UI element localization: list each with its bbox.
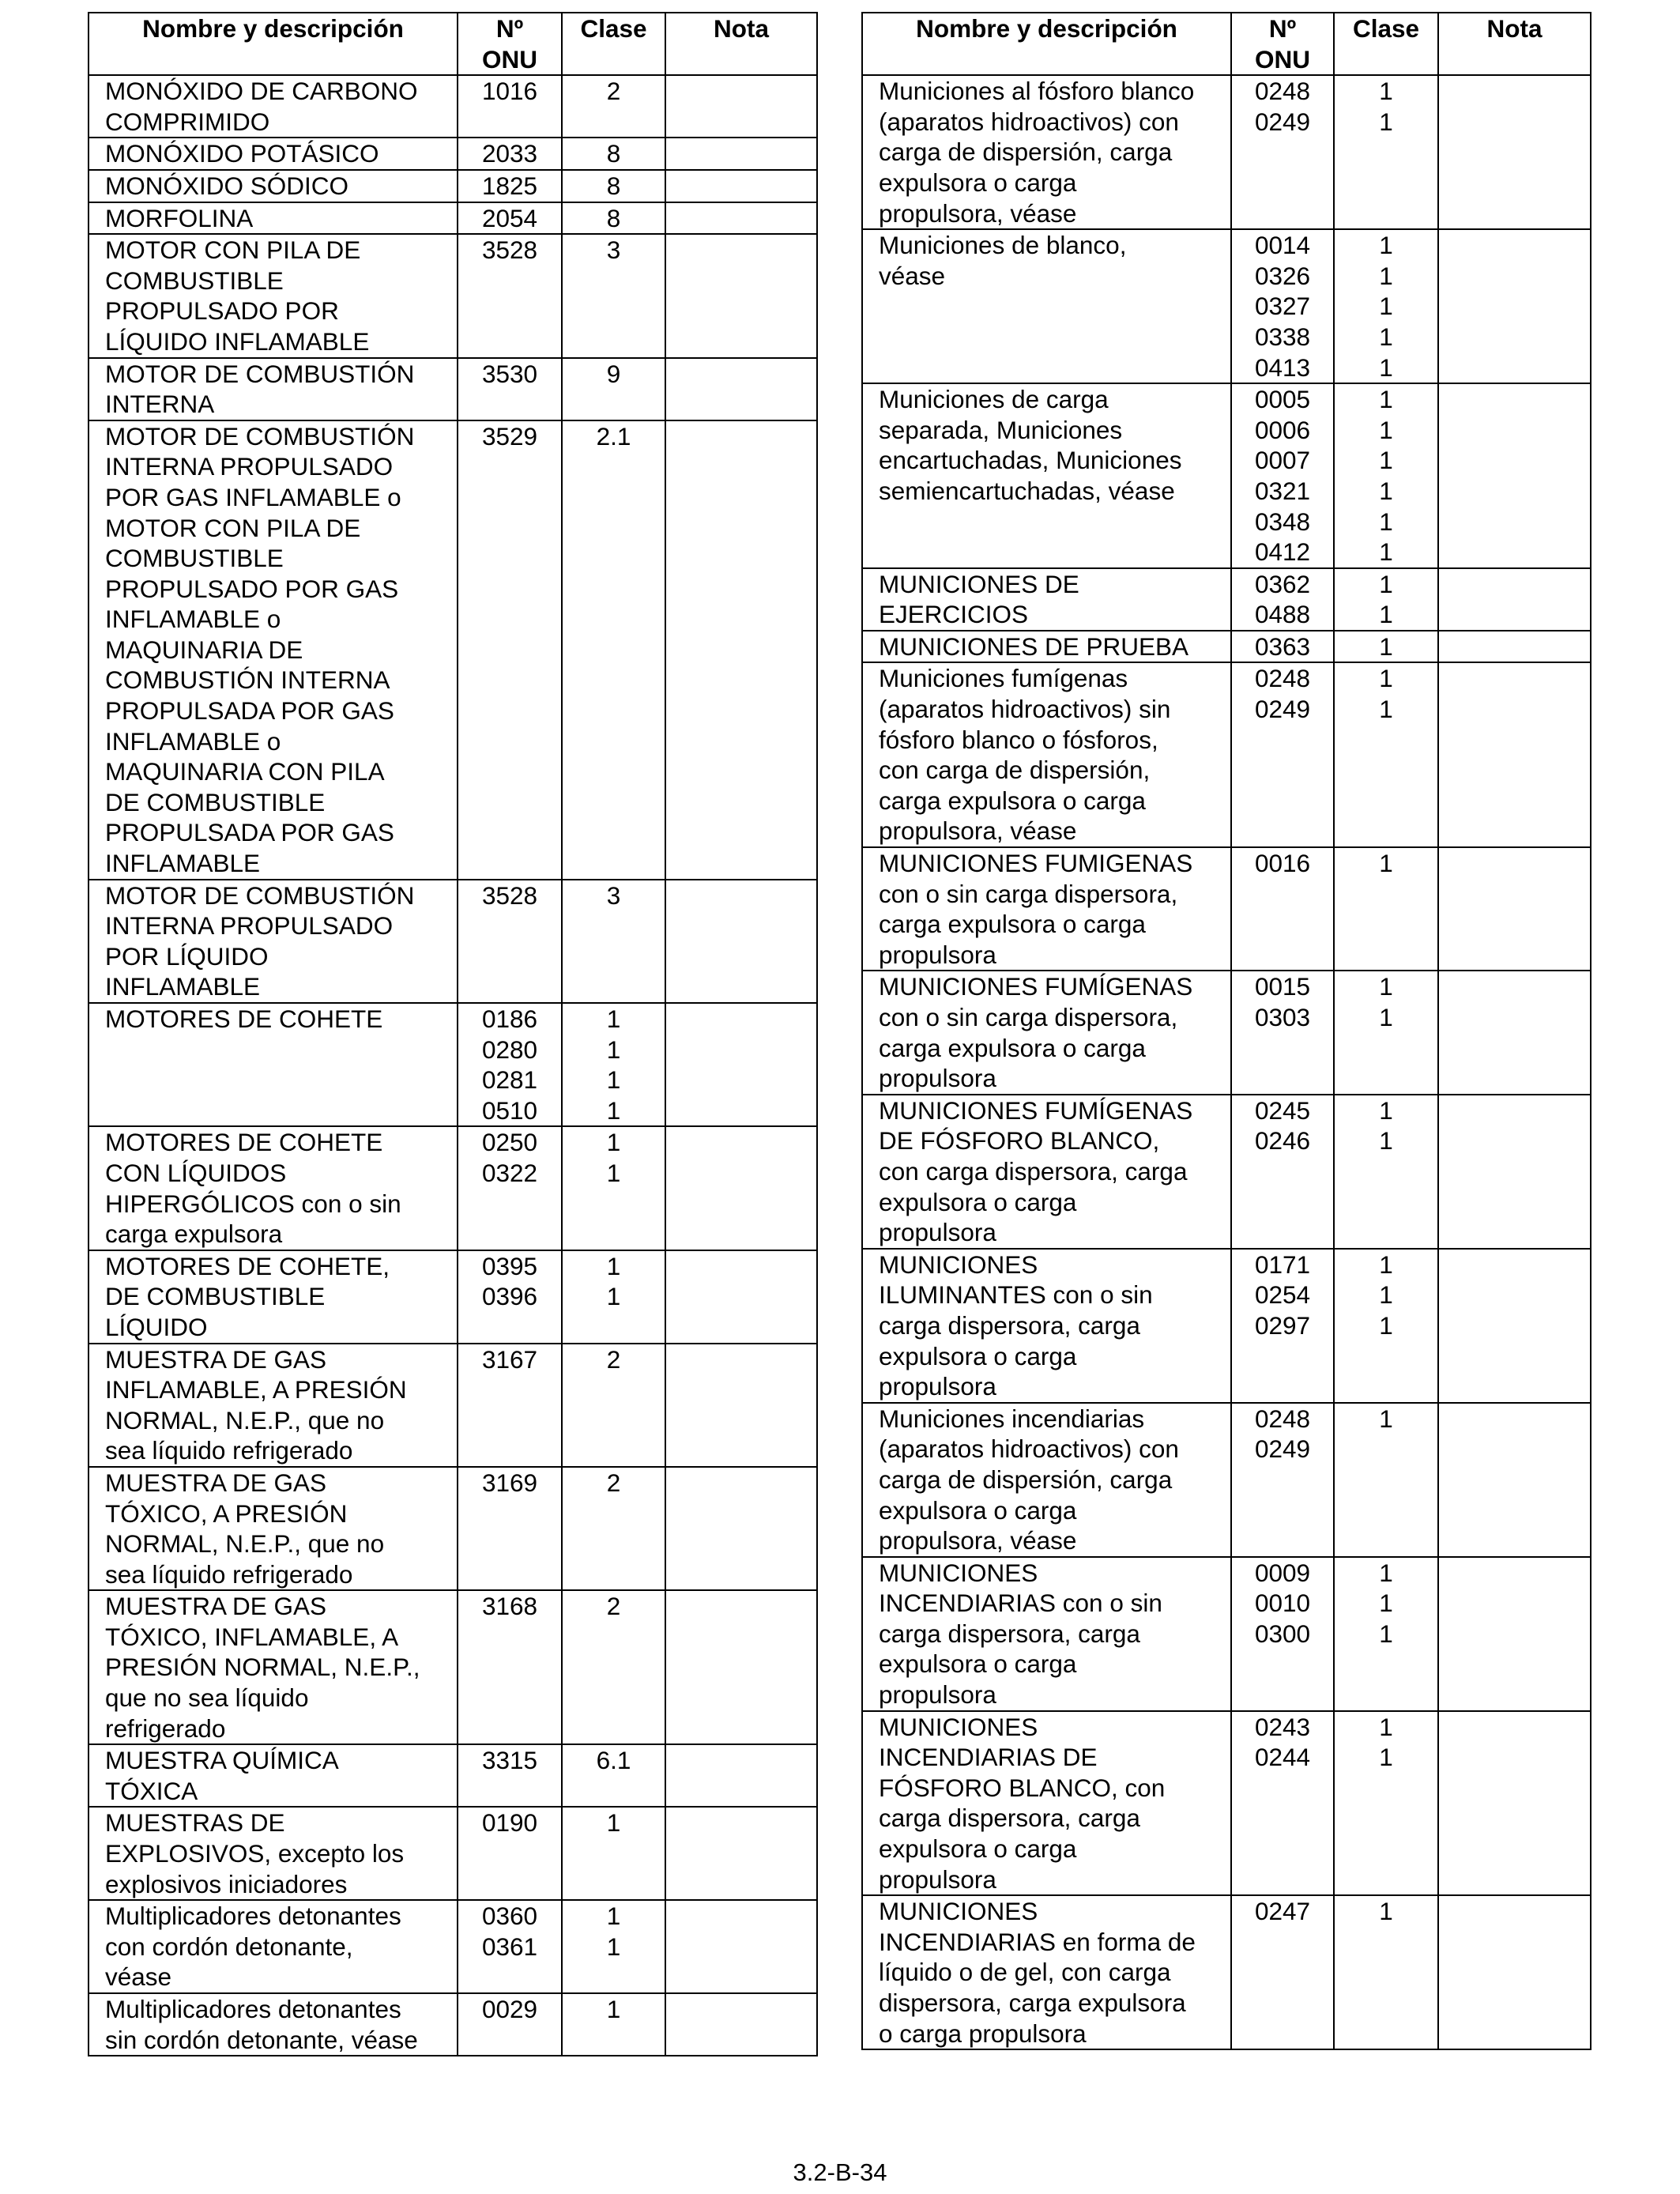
column-header-nota: Nota xyxy=(665,13,817,75)
table-row xyxy=(862,1711,1591,1896)
cell-name xyxy=(862,75,1231,229)
cell-onu-number-text: 3168 xyxy=(481,1592,538,1621)
cell-onu-number-text: 0248 0249 xyxy=(1254,664,1311,724)
cell-clase-text: 1 1 xyxy=(1379,664,1393,724)
right-dangerous-goods-table xyxy=(861,12,1591,2050)
cell-name-text: MORFOLINA xyxy=(105,203,254,232)
cell-onu-number xyxy=(458,1590,562,1744)
cell-nota xyxy=(1438,662,1591,847)
cell-name-text: MONÓXIDO SÓDICO xyxy=(105,171,349,200)
cell-onu-number xyxy=(458,1003,562,1126)
cell-name xyxy=(862,847,1231,971)
cell-clase xyxy=(562,1993,665,2056)
cell-name xyxy=(862,1403,1231,1557)
cell-clase xyxy=(562,1900,665,1993)
cell-name xyxy=(89,234,458,357)
table-row xyxy=(89,170,817,202)
cell-clase xyxy=(562,420,665,880)
table-row xyxy=(89,234,817,357)
cell-clase-text: 3 xyxy=(606,236,621,265)
table-row xyxy=(862,568,1591,631)
cell-clase xyxy=(562,880,665,1003)
cell-name-text: Municiones de blanco, véase xyxy=(879,231,1127,290)
cell-name xyxy=(89,1003,458,1126)
cell-onu-number-text: 0363 xyxy=(1254,631,1311,661)
cell-onu-number xyxy=(458,1467,562,1590)
table-header-row xyxy=(89,13,817,75)
cell-onu-number xyxy=(458,1344,562,1467)
cell-onu-number xyxy=(458,1807,562,1900)
cell-name xyxy=(89,1250,458,1344)
table-row xyxy=(862,971,1591,1094)
cell-clase-text: 1 1 xyxy=(1379,972,1393,1031)
cell-onu-number-text: 0015 0303 xyxy=(1254,972,1311,1031)
cell-name xyxy=(89,358,458,420)
cell-onu-number xyxy=(458,234,562,357)
table-row xyxy=(862,1557,1591,1711)
cell-name xyxy=(862,1249,1231,1403)
cell-nota xyxy=(1438,229,1591,383)
cell-onu-number-text: 0245 0246 xyxy=(1254,1095,1311,1155)
cell-clase-text: 1 1 xyxy=(1379,1712,1393,1772)
cell-clase-text: 2.1 xyxy=(596,421,631,450)
cell-clase xyxy=(1334,631,1438,663)
column-header-clase: Clase xyxy=(1334,13,1438,75)
cell-onu-number-text: 0186 0280 0281 0510 xyxy=(481,1005,538,1125)
table-row xyxy=(89,880,817,1003)
column-header-onu: Nº ONU xyxy=(458,13,562,75)
cell-name xyxy=(89,880,458,1003)
cell-name xyxy=(89,1467,458,1590)
table-row xyxy=(89,1993,817,2056)
cell-nota xyxy=(665,420,817,880)
cell-name xyxy=(89,75,458,138)
cell-name-text: MONÓXIDO DE CARBONO COMPRIMIDO xyxy=(105,77,418,136)
table-row xyxy=(862,1249,1591,1403)
cell-nota xyxy=(1438,631,1591,663)
cell-name xyxy=(89,1993,458,2056)
cell-nota xyxy=(1438,1249,1591,1403)
table-row xyxy=(89,1344,817,1467)
cell-clase-text: 2 xyxy=(606,77,621,106)
cell-onu-number xyxy=(458,880,562,1003)
cell-onu-number xyxy=(458,420,562,880)
column-header-onu: Nº ONU xyxy=(1231,13,1334,75)
cell-nota xyxy=(665,880,817,1003)
cell-nota xyxy=(665,1993,817,2056)
cell-onu-number-text: 2054 xyxy=(481,203,538,232)
left-dangerous-goods-table xyxy=(88,12,818,2056)
cell-nota xyxy=(665,1467,817,1590)
cell-onu-number-text: 0190 xyxy=(481,1808,538,1838)
cell-clase xyxy=(1334,971,1438,1094)
cell-clase xyxy=(1334,1557,1438,1711)
cell-name-text: MUNICIONES INCENDIARIAS en forma de líquido o de gel, con carga dispersora, carga expulsora o carga propulsora xyxy=(879,1897,1196,2048)
cell-nota xyxy=(665,138,817,170)
cell-onu-number-text: 0005 0006 0007 0321 0348 0412 xyxy=(1254,385,1311,567)
cell-clase xyxy=(1334,75,1438,229)
cell-nota xyxy=(1438,568,1591,631)
cell-clase-text: 1 1 xyxy=(606,1128,621,1187)
cell-clase-text: 8 xyxy=(606,203,621,232)
cell-clase-text: 2 xyxy=(606,1592,621,1621)
cell-clase xyxy=(1334,1249,1438,1403)
cell-name-text: MUNICIONES FUMÍGENAS con o sin carga dispersora, carga expulsora o carga propulsora xyxy=(879,972,1193,1093)
cell-name-text: MOTORES DE COHETE xyxy=(105,1005,383,1033)
cell-onu-number-text: 0016 xyxy=(1254,849,1311,878)
cell-onu-number xyxy=(458,1126,562,1250)
cell-onu-number-text: 0014 0326 0327 0338 0413 xyxy=(1254,231,1311,382)
cell-onu-number-text: 0243 0244 xyxy=(1254,1712,1311,1772)
cell-onu-number-text: 0360 0361 xyxy=(481,1902,538,1961)
cell-nota xyxy=(665,170,817,202)
cell-nota xyxy=(665,202,817,235)
cell-onu-number-text: 0029 xyxy=(481,1995,538,2023)
cell-nota xyxy=(1438,1403,1591,1557)
cell-nota xyxy=(1438,971,1591,1094)
cell-onu-number xyxy=(1231,847,1334,971)
cell-name-text: MUNICIONES FUMÍGENAS DE FÓSFORO BLANCO, con carga dispersora, carga expulsora o carga propulsora xyxy=(879,1095,1193,1247)
cell-onu-number-text: 3530 xyxy=(481,359,538,388)
cell-clase xyxy=(1334,1711,1438,1896)
table-row xyxy=(89,75,817,138)
cell-name xyxy=(862,1557,1231,1711)
cell-onu-number xyxy=(1231,1895,1334,2049)
cell-name xyxy=(89,1807,458,1900)
cell-nota xyxy=(1438,383,1591,568)
cell-name xyxy=(862,971,1231,1094)
table-row xyxy=(89,1467,817,1590)
cell-onu-number-text: 3528 xyxy=(481,880,538,910)
cell-clase xyxy=(562,1807,665,1900)
cell-name-text: MOTORES DE COHETE CON LÍQUIDOS HIPERGÓLICOS con o sin carga expulsora xyxy=(105,1128,401,1249)
table-row xyxy=(862,631,1591,663)
cell-name xyxy=(862,568,1231,631)
cell-nota xyxy=(665,358,817,420)
cell-nota xyxy=(1438,847,1591,971)
left-table-body xyxy=(89,75,817,2056)
cell-name-text: MUESTRA DE GAS TÓXICO, INFLAMABLE, A PRESIÓN NORMAL, N.E.P., que no sea líquido refrigerado xyxy=(105,1592,420,1743)
cell-name-text: MONÓXIDO POTÁSICO xyxy=(105,139,379,168)
cell-clase-text: 1 xyxy=(606,1995,621,2023)
cell-name-text: MUNICIONES DE PRUEBA xyxy=(879,631,1189,661)
cell-onu-number-text: 0171 0254 0297 xyxy=(1254,1250,1311,1340)
cell-clase-text: 1 xyxy=(1379,631,1393,661)
cell-name-text: Multiplicadores detonantes sin cordón detonante, véase xyxy=(105,1995,418,2054)
cell-name xyxy=(89,1900,458,1993)
table-row xyxy=(862,75,1591,229)
page-number: 3.2-B-34 xyxy=(793,2158,887,2186)
cell-onu-number-text: 1016 xyxy=(481,77,538,106)
cell-onu-number xyxy=(1231,383,1334,568)
cell-clase-text: 1 xyxy=(1379,1404,1393,1433)
cell-nota xyxy=(665,1344,817,1467)
cell-clase xyxy=(1334,1095,1438,1249)
cell-name xyxy=(862,383,1231,568)
cell-clase-text: 1 xyxy=(1379,1897,1393,1926)
cell-name-text: MUESTRA DE GAS TÓXICO, A PRESIÓN NORMAL, N.E.P., que no sea líquido refrigerado xyxy=(105,1468,385,1589)
cell-name-text: MUNICIONES FUMIGENAS con o sin carga dispersora, carga expulsora o carga propulsora xyxy=(879,849,1193,969)
cell-name-text: Municiones incendiarias (aparatos hidroactivos) con carga de dispersión, carga expulsora o carga propulsora, véase xyxy=(879,1404,1179,1555)
cell-clase-text: 1 1 1 xyxy=(1379,1250,1393,1340)
cell-name-text: MOTOR DE COMBUSTIÓN INTERNA PROPULSADO POR GAS INFLAMABLE o MOTOR CON PILA DE COMBUSTIBLE PROPULSADO POR GAS INFLAMABLE o MAQUINARIA DE COMBUSTIÓN INTERNA PROPULSADA POR GAS INFLAMABLE o MAQUINARIA CON PILA DE COMBUSTIBLE PROPULSADA POR GAS INFLAMABLE xyxy=(105,421,415,878)
cell-clase xyxy=(1334,383,1438,568)
cell-onu-number-text: 3529 xyxy=(481,421,538,450)
cell-nota xyxy=(665,1250,817,1344)
table-row xyxy=(89,1126,817,1250)
cell-name-text: MUNICIONES INCENDIARIAS con o sin carga dispersora, carga expulsora o carga propulsora xyxy=(879,1558,1162,1710)
cell-onu-number xyxy=(1231,1249,1334,1403)
cell-name-text: MOTOR DE COMBUSTIÓN INTERNA PROPULSADO POR LÍQUIDO INFLAMABLE xyxy=(105,880,415,1001)
cell-clase-text: 1 1 1 1 xyxy=(606,1005,621,1125)
cell-clase-text: 1 1 xyxy=(1379,1095,1393,1155)
cell-nota xyxy=(1438,1557,1591,1711)
cell-onu-number-text: 0248 0249 xyxy=(1254,77,1311,136)
cell-nota xyxy=(665,1744,817,1807)
cell-clase xyxy=(562,1126,665,1250)
cell-clase xyxy=(562,1744,665,1807)
cell-name-text: MUESTRA QUÍMICA TÓXICA xyxy=(105,1746,339,1805)
table-row xyxy=(89,1900,817,1993)
column-header-name: Nombre y descripción xyxy=(89,13,458,75)
cell-onu-number xyxy=(1231,75,1334,229)
cell-onu-number xyxy=(458,1744,562,1807)
cell-nota xyxy=(665,1126,817,1250)
cell-name xyxy=(862,631,1231,663)
cell-name-text: Multiplicadores detonantes con cordón detonante, véase xyxy=(105,1902,401,1992)
cell-clase-text: 2 xyxy=(606,1344,621,1374)
cell-clase xyxy=(1334,1403,1438,1557)
cell-onu-number xyxy=(458,170,562,202)
cell-clase-text: 1 xyxy=(606,1808,621,1838)
cell-name xyxy=(862,1711,1231,1896)
cell-clase-text: 1 1 xyxy=(606,1251,621,1311)
cell-onu-number xyxy=(458,1250,562,1344)
cell-clase-text: 1 1 xyxy=(1379,569,1393,629)
cell-onu-number xyxy=(1231,1095,1334,1249)
cell-name xyxy=(862,662,1231,847)
table-row xyxy=(862,1895,1591,2049)
cell-nota xyxy=(1438,1095,1591,1249)
cell-onu-number-text: 3528 xyxy=(481,236,538,265)
cell-nota xyxy=(1438,1711,1591,1896)
cell-onu-number xyxy=(1231,1403,1334,1557)
cell-name-text: Municiones de carga separada, Municiones encartuchadas, Municiones semiencartuchadas, véase xyxy=(879,385,1182,505)
cell-clase-text: 1 1 1 1 1 xyxy=(1379,231,1393,382)
cell-onu-number-text: 0395 0396 xyxy=(481,1251,538,1311)
cell-nota xyxy=(665,75,817,138)
table-row xyxy=(862,1095,1591,1249)
cell-name xyxy=(89,202,458,235)
table-row xyxy=(89,1590,817,1744)
column-header-name: Nombre y descripción xyxy=(862,13,1231,75)
cell-name-text: Municiones fumígenas (aparatos hidroactivos) sin fósforo blanco o fósforos, con carga de dispersión, carga expulsora o carga propulsora, véase xyxy=(879,664,1171,846)
cell-name xyxy=(89,138,458,170)
cell-clase xyxy=(562,358,665,420)
cell-onu-number xyxy=(458,202,562,235)
cell-clase xyxy=(562,138,665,170)
cell-name-text: MOTOR CON PILA DE COMBUSTIBLE PROPULSADO POR LÍQUIDO INFLAMABLE xyxy=(105,236,370,356)
cell-onu-number-text: 0009 0010 0300 xyxy=(1254,1558,1311,1648)
cell-onu-number-text: 0247 xyxy=(1254,1897,1311,1926)
cell-onu-number-text: 0362 0488 xyxy=(1254,569,1311,629)
right-table-body xyxy=(862,75,1591,2049)
table-row xyxy=(862,229,1591,383)
cell-onu-number-text: 2033 xyxy=(481,139,538,168)
cell-clase xyxy=(562,234,665,357)
cell-clase xyxy=(562,202,665,235)
table-row xyxy=(89,1250,817,1344)
cell-nota xyxy=(665,1807,817,1900)
cell-clase-text: 6.1 xyxy=(596,1746,631,1775)
cell-name-text: MUNICIONES ILUMINANTES con o sin carga dispersora, carga expulsora o carga propulsora xyxy=(879,1250,1153,1401)
table-row xyxy=(89,1807,817,1900)
table-row xyxy=(862,662,1591,847)
table-row xyxy=(862,383,1591,568)
cell-name-text: MOTOR DE COMBUSTIÓN INTERNA xyxy=(105,359,415,419)
cell-name-text: MUESTRAS DE EXPLOSIVOS, excepto los explosivos iniciadores xyxy=(105,1808,405,1898)
cell-clase xyxy=(562,1003,665,1126)
cell-onu-number xyxy=(1231,662,1334,847)
table-row xyxy=(89,358,817,420)
cell-clase xyxy=(1334,1895,1438,2049)
cell-name xyxy=(862,1095,1231,1249)
cell-clase xyxy=(562,1590,665,1744)
cell-clase-text: 9 xyxy=(606,359,621,388)
table-row xyxy=(89,1003,817,1126)
cell-name xyxy=(89,1344,458,1467)
column-header-nota: Nota xyxy=(1438,13,1591,75)
cell-onu-number xyxy=(1231,631,1334,663)
cell-onu-number xyxy=(1231,1557,1334,1711)
cell-onu-number xyxy=(1231,1711,1334,1896)
cell-nota xyxy=(1438,75,1591,229)
cell-clase xyxy=(1334,847,1438,971)
cell-onu-number xyxy=(458,358,562,420)
cell-name-text: MOTORES DE COHETE, DE COMBUSTIBLE LÍQUIDO xyxy=(105,1251,390,1341)
cell-clase xyxy=(562,75,665,138)
cell-clase xyxy=(562,1250,665,1344)
cell-clase-text: 8 xyxy=(606,139,621,168)
cell-name xyxy=(862,1895,1231,2049)
cell-onu-number-text: 3169 xyxy=(481,1468,538,1497)
table-row xyxy=(862,1403,1591,1557)
cell-nota xyxy=(1438,1895,1591,2049)
table-row xyxy=(89,138,817,170)
cell-onu-number xyxy=(1231,971,1334,1094)
cell-clase xyxy=(1334,662,1438,847)
cell-clase-text: 1 1 1 1 1 1 xyxy=(1379,385,1393,567)
cell-nota xyxy=(665,1590,817,1744)
cell-name-text: MUNICIONES DE EJERCICIOS xyxy=(879,569,1079,629)
cell-clase-text: 1 xyxy=(1379,849,1393,878)
cell-onu-number-text: 0248 0249 xyxy=(1254,1404,1311,1464)
cell-clase-text: 1 1 xyxy=(1379,77,1393,136)
cell-name xyxy=(89,420,458,880)
cell-onu-number-text: 3315 xyxy=(481,1746,538,1775)
cell-clase xyxy=(1334,229,1438,383)
cell-onu-number-text: 0250 0322 xyxy=(481,1128,538,1187)
cell-name-text: MUNICIONES INCENDIARIAS DE FÓSFORO BLANCO, con carga dispersora, carga expulsora o carga propulsora xyxy=(879,1712,1166,1894)
cell-onu-number xyxy=(458,75,562,138)
table-header-row xyxy=(862,13,1591,75)
table-row xyxy=(862,847,1591,971)
cell-clase xyxy=(562,1344,665,1467)
cell-clase-text: 2 xyxy=(606,1468,621,1497)
cell-clase-text: 8 xyxy=(606,171,621,200)
cell-onu-number xyxy=(458,138,562,170)
cell-name xyxy=(862,229,1231,383)
cell-clase-text: 3 xyxy=(606,880,621,910)
cell-onu-number xyxy=(458,1993,562,2056)
cell-name xyxy=(89,1744,458,1807)
cell-nota xyxy=(665,234,817,357)
cell-onu-number xyxy=(1231,568,1334,631)
cell-clase-text: 1 1 1 xyxy=(1379,1558,1393,1648)
cell-onu-number-text: 1825 xyxy=(481,171,538,200)
cell-name xyxy=(89,170,458,202)
cell-name xyxy=(89,1590,458,1744)
cell-name xyxy=(89,1126,458,1250)
cell-name-text: MUESTRA DE GAS INFLAMABLE, A PRESIÓN NORMAL, N.E.P., que no sea líquido refrigerado xyxy=(105,1344,407,1465)
cell-nota xyxy=(665,1900,817,1993)
table-row xyxy=(89,1744,817,1807)
cell-nota xyxy=(665,1003,817,1126)
column-header-clase: Clase xyxy=(562,13,665,75)
cell-clase-text: 1 1 xyxy=(606,1902,621,1961)
cell-onu-number xyxy=(1231,229,1334,383)
table-row xyxy=(89,202,817,235)
cell-clase xyxy=(562,170,665,202)
cell-clase xyxy=(562,1467,665,1590)
cell-onu-number xyxy=(458,1900,562,1993)
table-row xyxy=(89,420,817,880)
cell-name-text: Municiones al fósforo blanco (aparatos hidroactivos) con carga de dispersión, carga expulsora o carga propulsora, véase xyxy=(879,77,1195,228)
cell-onu-number-text: 3167 xyxy=(481,1344,538,1374)
cell-clase xyxy=(1334,568,1438,631)
